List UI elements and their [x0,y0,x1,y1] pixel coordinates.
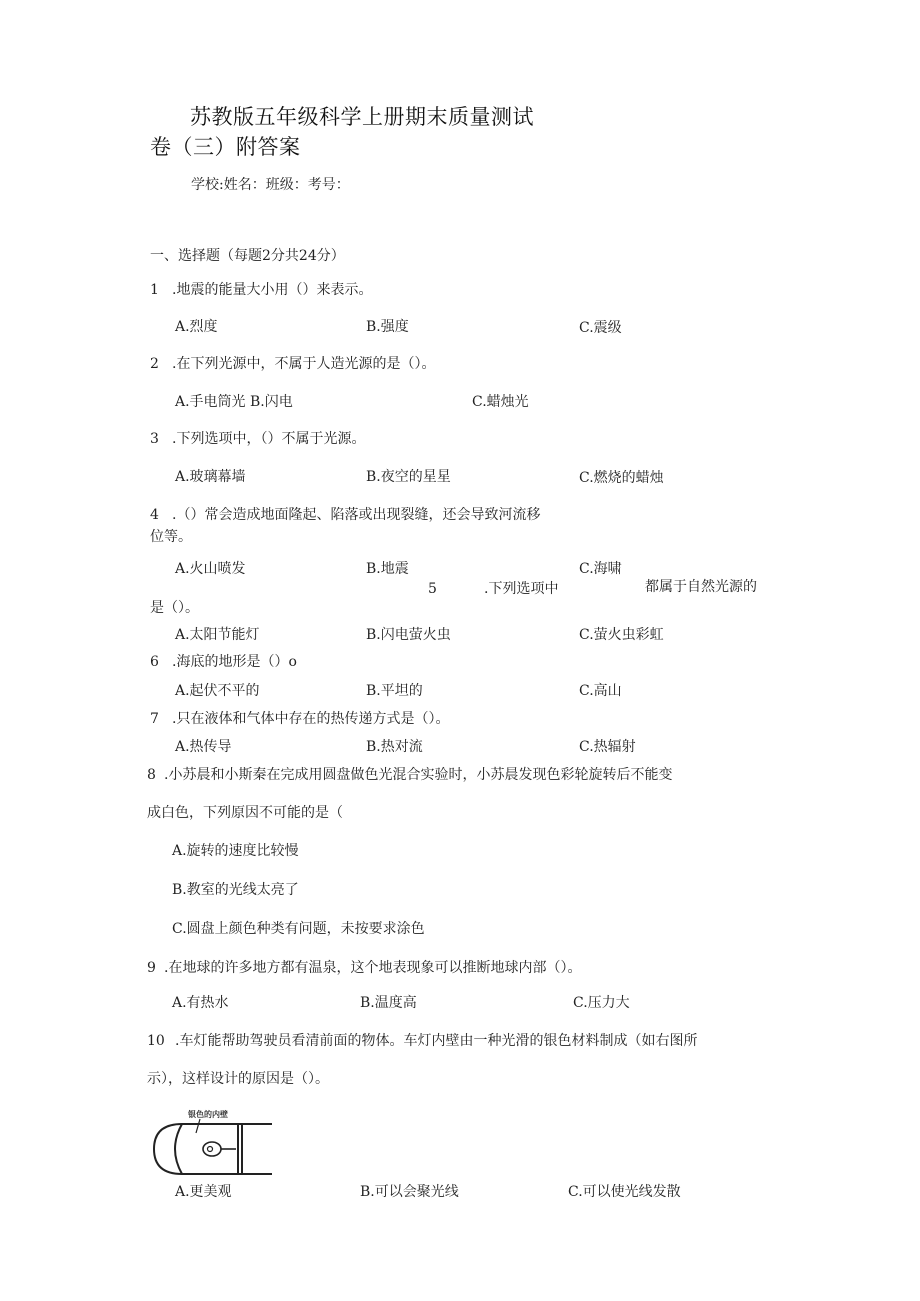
question-stem-part-a: .下列选项中 [484,581,559,597]
option-c: C.压力大 [573,995,630,1011]
option-a: A.玻璃幕墙 [175,469,246,485]
option-c: C.燃烧的蜡烛 [579,470,664,486]
headlight-figure [150,1109,275,1183]
question-number: 8 [147,767,156,783]
option-a: A.烈度 [175,319,218,335]
question-stem: .下列选项中，（）不属于光源。 [172,431,366,447]
option-b: B.闪电萤火虫 [366,627,451,643]
question-number: 2 [150,356,159,372]
question-number: 6 [150,654,159,670]
option-a: A.太阳节能灯 [175,627,260,643]
question-number: 10 [147,1033,165,1049]
figure-label: 银色的内壁 [188,1109,228,1119]
option-c: C.圆盘上颜色种类有问题，未按要求涂色 [172,921,425,937]
question-number: 5 [428,581,437,597]
question-stem: .海底的地形是（）o [172,654,297,670]
question-stem-continued: 示），这样设计的原因是（）。 [147,1071,329,1087]
option-c: C.海啸 [579,561,622,577]
document-title-line-1: 苏教版五年级科学上册期末质量测试 [190,105,534,129]
option-b: B.温度高 [360,995,417,1011]
option-c: C.高山 [579,683,622,699]
question-stem: .地震的能量大小用（）来表示。 [172,282,373,298]
question-number: 3 [150,431,159,447]
option-c: C.可以使光线发散 [568,1184,681,1200]
option-c: C.萤火虫彩虹 [579,627,664,643]
option-a: A.热传导 [175,739,232,755]
student-info-line: 学校:姓名：班级：考号： [191,177,350,193]
document-title-line-2: 卷（三）附答案 [150,135,301,159]
question-stem: .（）常会造成地面隆起、陷落或出现裂缝，还会导致河流移 [172,507,541,523]
question-stem-continued: 成白色，下列原因不可能的是（ [147,805,343,821]
question-stem-continued: 位等。 [150,529,192,545]
option-b: B.热对流 [366,739,423,755]
option-a: A.火山喷发 [175,561,246,577]
option-b: B.平坦的 [366,683,423,699]
question-stem: .小苏晨和小斯秦在完成用圆盘做色光混合实验时，小苏晨发现色彩轮旋转后不能变 [164,767,673,783]
option-b: B.强度 [366,319,409,335]
option-a-b: A.手电筒光 B.闪电 [175,394,293,410]
section-heading: 一、选择题（每题2分共24分） [150,248,345,264]
option-a: A.旋转的速度比较慢 [172,843,299,859]
option-a: A.起伏不平的 [175,683,260,699]
option-c: C.热辐射 [579,739,636,755]
option-c: C.蜡烛光 [472,394,529,410]
option-b: B.可以会聚光线 [360,1184,459,1200]
option-b: B.地震 [366,561,409,577]
question-stem-continued: 是（）。 [150,600,199,616]
question-number: 7 [150,711,159,727]
option-b: B.夜空的星星 [366,469,451,485]
question-stem: .在地球的许多地方都有温泉，这个地表现象可以推断地球内部（）。 [164,960,582,976]
question-stem: .车灯能帮助驾驶员看清前面的物体。车灯内壁由一种光滑的银色材料制成（如右图所 [175,1033,698,1049]
headlight-drawing [150,1115,275,1183]
question-stem: .只在液体和气体中存在的热传递方式是（）。 [172,711,450,727]
question-stem: .在下列光源中，不属于人造光源的是（）。 [172,356,436,372]
question-stem-part-b: 都属于自然光源的 [645,579,757,595]
option-b: B.教室的光线太亮了 [172,882,299,898]
question-number: 4 [150,507,159,523]
option-a: A.有热水 [172,995,229,1011]
option-c: C.震级 [579,320,622,336]
option-a: A.更美观 [175,1184,232,1200]
question-number: 9 [147,960,156,976]
question-number: 1 [150,282,159,298]
